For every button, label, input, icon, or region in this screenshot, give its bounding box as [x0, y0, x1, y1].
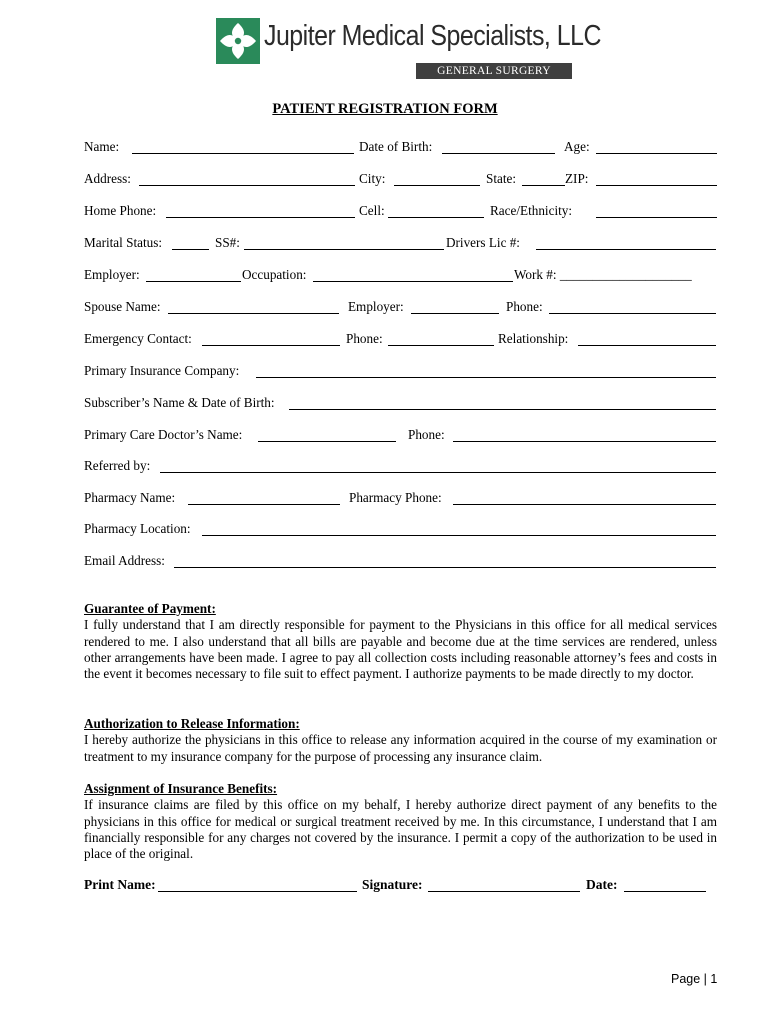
drivers-lic-field[interactable]	[536, 249, 716, 250]
referred-field[interactable]	[160, 472, 716, 473]
occupation-field[interactable]	[313, 281, 513, 282]
city-field[interactable]	[394, 185, 480, 186]
authorization-section	[84, 716, 717, 765]
date-label: Date:	[586, 877, 618, 892]
row-pharmacy-location	[84, 521, 716, 539]
pharmacy-name-field[interactable]	[188, 504, 340, 505]
row-emergency	[84, 331, 716, 349]
subscriber-field[interactable]	[289, 409, 716, 410]
primary-insurance-label: Primary Insurance Company:	[84, 363, 240, 378]
pcp-phone-field[interactable]	[453, 441, 716, 442]
spouse-employer-label: Employer:	[348, 299, 404, 314]
emergency-label: Emergency Contact:	[84, 331, 192, 346]
authorization-text: I hereby authorize the physicians in this office to release any information acquired in the course of my examination or treatment to my insurance company for the purpose of processing any insurance claim.	[84, 732, 717, 764]
dob-label: Date of Birth:	[359, 139, 433, 154]
relationship-field[interactable]	[578, 345, 716, 346]
state-label: State:	[486, 171, 517, 186]
pcp-phone-label: Phone:	[408, 427, 445, 442]
home-phone-label: Home Phone:	[84, 203, 157, 218]
row-phone	[84, 203, 716, 221]
referred-label: Referred by:	[84, 458, 151, 473]
assignment-section	[84, 781, 717, 862]
authorization-heading: Authorization to Release Information:	[84, 716, 300, 731]
email-field[interactable]	[174, 567, 716, 568]
row-employer	[84, 267, 716, 285]
spouse-phone-label: Phone:	[506, 299, 543, 314]
row-referred	[84, 458, 716, 476]
row-name	[84, 139, 716, 157]
work-label: Work #: ____________________	[514, 267, 692, 282]
occupation-label: Occupation:	[242, 267, 307, 282]
subscriber-label: Subscriber’s Name & Date of Birth:	[84, 395, 275, 410]
row-address	[84, 171, 716, 189]
pharmacy-phone-label: Pharmacy Phone:	[349, 490, 442, 505]
guarantee-text: I fully understand that I am directly responsible for payment to the Physicians in this office for all medical services rendered to me. I also understand that all bills are payable and become due at the time services are rendered, unless other arrangements have been made. I agree to pay all collection costs including reasonable attorney’s fees and costs in the event it becomes necessary to file suit to effect payment. I authorize payments to be made directly to my doctor.	[84, 617, 717, 682]
city-label: City:	[359, 171, 386, 186]
date-field[interactable]	[624, 891, 706, 892]
zip-field[interactable]	[596, 185, 717, 186]
row-marital	[84, 235, 716, 253]
pcp-label: Primary Care Doctor’s Name:	[84, 427, 243, 442]
spouse-employer-field[interactable]	[411, 313, 499, 314]
signature-field[interactable]	[428, 891, 580, 892]
row-subscriber	[84, 395, 716, 413]
marital-label: Marital Status:	[84, 235, 163, 250]
primary-insurance-field[interactable]	[256, 377, 716, 378]
home-phone-field[interactable]	[166, 217, 355, 218]
state-field[interactable]	[522, 185, 565, 186]
guarantee-heading: Guarantee of Payment:	[84, 601, 216, 616]
name-label: Name:	[84, 139, 120, 154]
email-label: Email Address:	[84, 553, 165, 568]
row-email	[84, 553, 716, 571]
spouse-name-field[interactable]	[168, 313, 339, 314]
spouse-phone-field[interactable]	[549, 313, 716, 314]
company-name: Jupiter Medical Specialists, LLC	[264, 20, 601, 52]
row-pcp	[84, 427, 716, 445]
spouse-name-label: Spouse Name:	[84, 299, 161, 314]
pharmacy-location-label: Pharmacy Location:	[84, 521, 191, 536]
assignment-text: If insurance claims are filed by this office on my behalf, I hereby authorize direct payment of any benefits to the physicians in this office for medical or surgical treatment received by me. In this circumstance, I understand that I am financially responsible for any charges not covered by the insurance. I permit a copy of the authorization to be used in place of the original.	[84, 797, 717, 862]
cell-label: Cell:	[359, 203, 385, 218]
ss-label: SS#:	[215, 235, 240, 250]
pharmacy-phone-field[interactable]	[453, 504, 716, 505]
age-field[interactable]	[596, 153, 717, 154]
dob-field[interactable]	[442, 153, 555, 154]
print-name-label: Print Name:	[84, 877, 156, 892]
print-name-field[interactable]	[158, 891, 357, 892]
row-insurance	[84, 363, 716, 381]
pcp-field[interactable]	[258, 441, 396, 442]
guarantee-section	[84, 601, 717, 682]
page-number: Page | 1	[671, 972, 718, 986]
address-field[interactable]	[139, 185, 355, 186]
row-pharmacy	[84, 490, 716, 508]
pharmacy-location-field[interactable]	[202, 535, 716, 536]
employer-label: Employer:	[84, 267, 140, 282]
ss-field[interactable]	[244, 249, 444, 250]
signature-row	[84, 877, 716, 895]
age-label: Age:	[564, 139, 590, 154]
pharmacy-name-label: Pharmacy Name:	[84, 490, 176, 505]
emergency-phone-field[interactable]	[388, 345, 494, 346]
race-field[interactable]	[596, 217, 717, 218]
zip-label: ZIP:	[565, 171, 589, 186]
form-title: PATIENT REGISTRATION FORM	[272, 101, 498, 117]
emergency-phone-label: Phone:	[346, 331, 383, 346]
department-label: GENERAL SURGERY	[416, 63, 572, 79]
drivers-lic-label: Drivers Lic #:	[446, 235, 520, 250]
race-label: Race/Ethnicity:	[490, 203, 573, 218]
row-spouse	[84, 299, 716, 317]
green-cross-leaf-logo-icon	[216, 18, 260, 64]
signature-label: Signature:	[362, 877, 423, 892]
company-logo	[216, 18, 601, 80]
cell-field[interactable]	[388, 217, 484, 218]
relationship-label: Relationship:	[498, 331, 569, 346]
marital-field[interactable]	[172, 249, 209, 250]
address-label: Address:	[84, 171, 131, 186]
name-field[interactable]	[132, 153, 354, 154]
emergency-field[interactable]	[202, 345, 340, 346]
assignment-heading: Assignment of Insurance Benefits:	[84, 781, 278, 796]
employer-field[interactable]	[146, 281, 241, 282]
